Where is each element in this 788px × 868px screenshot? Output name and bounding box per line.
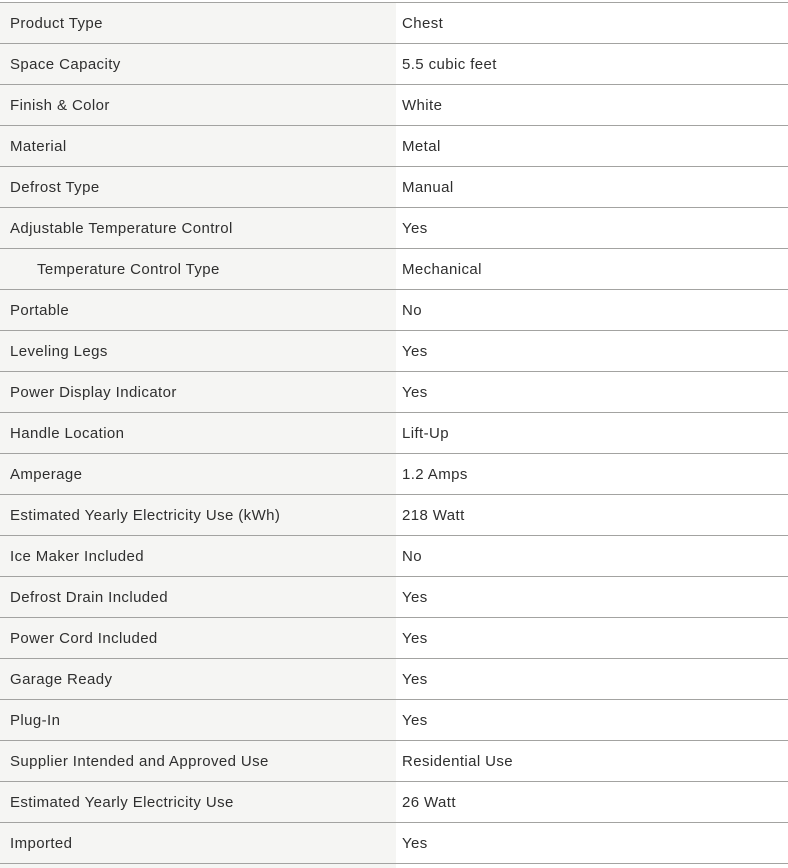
spec-value: Residential Use <box>396 741 788 781</box>
spec-label: Garage Ready <box>0 659 396 699</box>
table-row <box>0 44 788 85</box>
spec-value: Yes <box>396 823 788 863</box>
table-row <box>0 536 788 577</box>
spec-value: Yes <box>396 700 788 740</box>
table-row <box>0 85 788 126</box>
table-row <box>0 290 788 331</box>
spec-label: Power Cord Included <box>0 618 396 658</box>
table-row <box>0 618 788 659</box>
table-row <box>0 167 788 208</box>
table-row <box>0 331 788 372</box>
spec-value: Chest <box>396 3 788 43</box>
spec-value: 1.2 Amps <box>396 454 788 494</box>
table-row <box>0 3 788 44</box>
spec-value: Yes <box>396 331 788 371</box>
spec-label: Power Display Indicator <box>0 372 396 412</box>
spec-value: No <box>396 290 788 330</box>
table-row <box>0 741 788 782</box>
spec-value: 5.5 cubic feet <box>396 44 788 84</box>
spec-value: Mechanical <box>396 249 788 289</box>
spec-label: Supplier Intended and Approved Use <box>0 741 396 781</box>
spec-label: Leveling Legs <box>0 331 396 371</box>
spec-label: Estimated Yearly Electricity Use <box>0 782 396 822</box>
spec-label: Adjustable Temperature Control <box>0 208 396 248</box>
table-row <box>0 126 788 167</box>
spec-label: Amperage <box>0 454 396 494</box>
spec-value: White <box>396 85 788 125</box>
spec-label: Handle Location <box>0 413 396 453</box>
table-row-clipped <box>0 864 788 868</box>
table-row <box>0 577 788 618</box>
spec-value: Yes <box>396 659 788 699</box>
table-row <box>0 782 788 823</box>
spec-label: Defrost Drain Included <box>0 577 396 617</box>
table-row <box>0 454 788 495</box>
table-row <box>0 495 788 536</box>
spec-label: Product Type <box>0 3 396 43</box>
table-row <box>0 700 788 741</box>
spec-label: Estimated Yearly Electricity Use (kWh) <box>0 495 396 535</box>
spec-value: Lift-Up <box>396 413 788 453</box>
spec-value: No <box>396 536 788 576</box>
spec-label: Material <box>0 126 396 166</box>
table-row <box>0 823 788 864</box>
spec-value: Manual <box>396 167 788 207</box>
spec-value: Yes <box>396 577 788 617</box>
spec-label: Temperature Control Type <box>0 249 396 289</box>
spec-label: Plug-In <box>0 700 396 740</box>
table-row <box>0 208 788 249</box>
spec-label <box>0 864 396 868</box>
spec-value <box>396 864 788 868</box>
spec-label: Imported <box>0 823 396 863</box>
spec-value: 26 Watt <box>396 782 788 822</box>
table-row <box>0 249 788 290</box>
spec-value: 218 Watt <box>396 495 788 535</box>
spec-label: Space Capacity <box>0 44 396 84</box>
spec-value: Yes <box>396 372 788 412</box>
spec-value: Yes <box>396 208 788 248</box>
spec-label: Ice Maker Included <box>0 536 396 576</box>
spec-rows-container <box>0 2 788 868</box>
spec-value: Yes <box>396 618 788 658</box>
spec-label: Defrost Type <box>0 167 396 207</box>
table-row <box>0 413 788 454</box>
spec-label: Finish & Color <box>0 85 396 125</box>
table-row <box>0 659 788 700</box>
table-row <box>0 372 788 413</box>
spec-label: Portable <box>0 290 396 330</box>
spec-value: Metal <box>396 126 788 166</box>
